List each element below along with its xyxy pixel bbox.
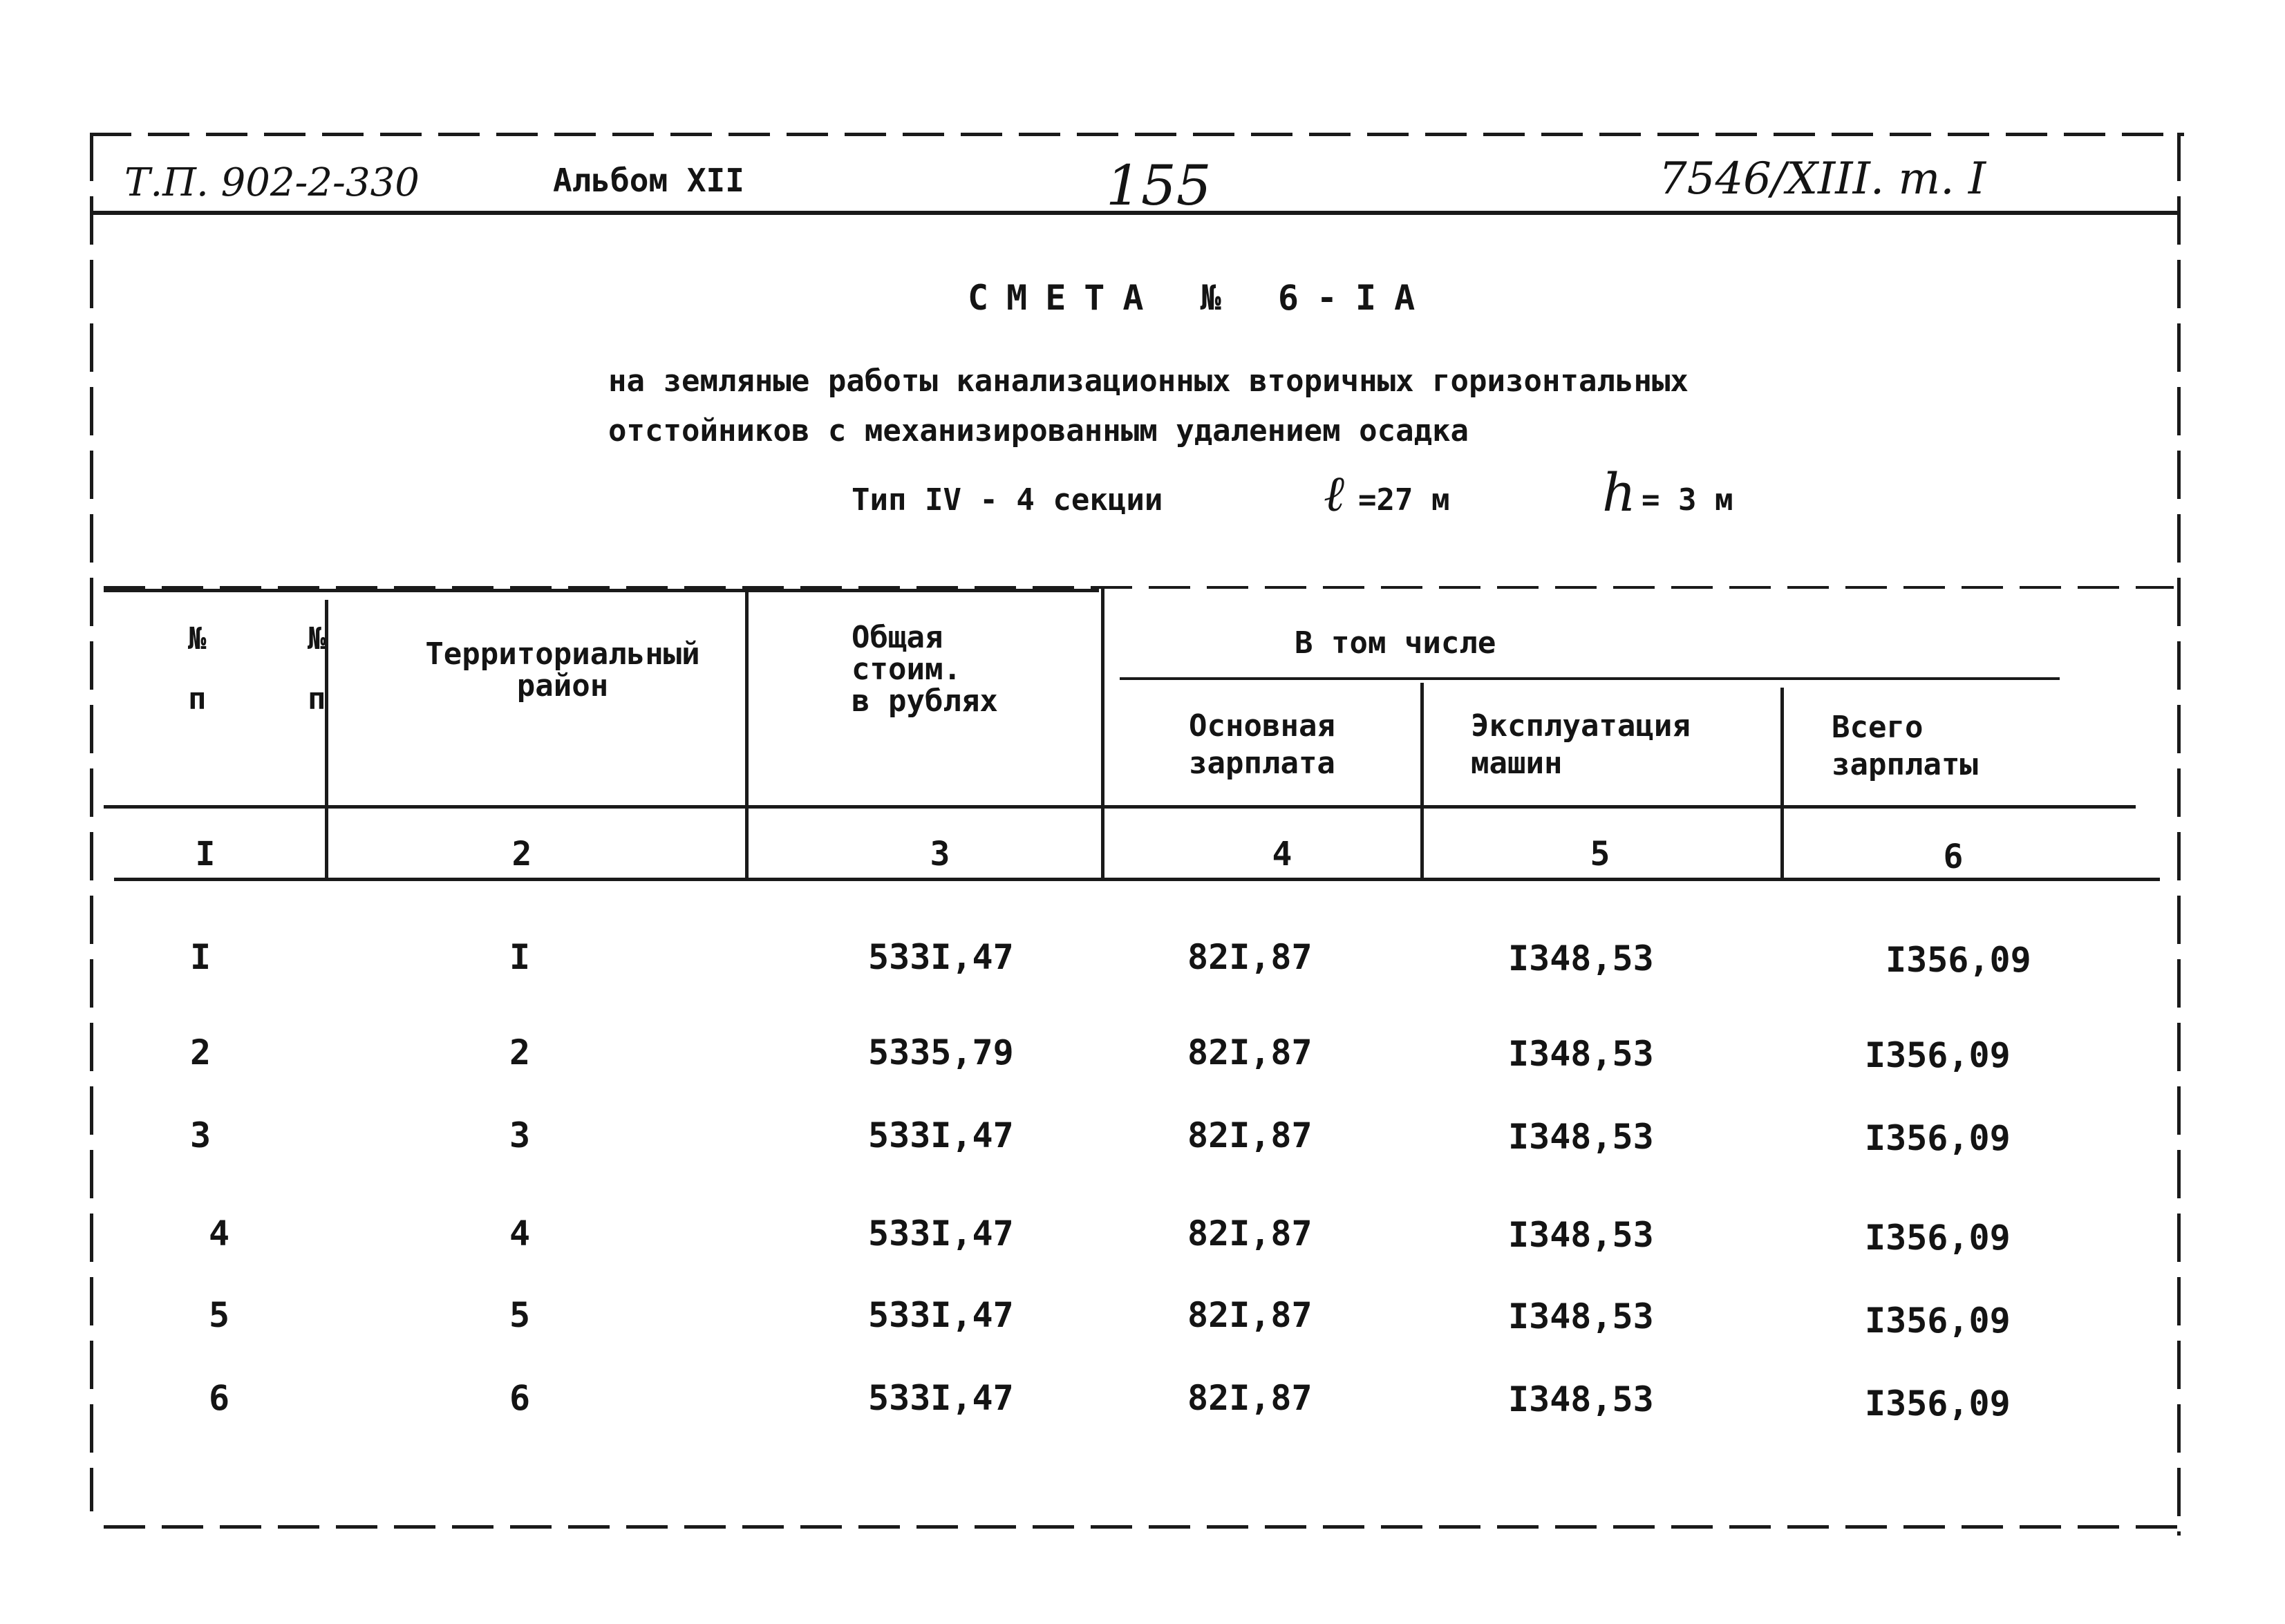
column-number: 4 bbox=[1272, 835, 1292, 874]
frame-top bbox=[90, 133, 2184, 136]
archive-code: 7546/XIII. т. I bbox=[1659, 153, 1986, 205]
including-underline bbox=[1120, 677, 2060, 680]
row-region: I bbox=[509, 937, 531, 977]
row-base-salary: 82I,87 bbox=[1187, 937, 1313, 977]
column-number: I bbox=[195, 835, 216, 874]
column-number: 5 bbox=[1590, 835, 1610, 874]
header-total-line1: Всего bbox=[1832, 710, 1924, 745]
album-label: Альбом XII bbox=[553, 162, 744, 199]
frame-left bbox=[90, 133, 93, 1511]
column-number: 6 bbox=[1943, 838, 1964, 876]
row-total-salary: I356,09 bbox=[1886, 940, 2031, 980]
row-total-cost: 533I,47 bbox=[868, 937, 1014, 977]
row-base-salary: 82I,87 bbox=[1187, 1295, 1313, 1335]
header-total-line2: зарплаты bbox=[1832, 747, 1978, 782]
row-machine-operation: I348,53 bbox=[1508, 1117, 1654, 1157]
length-value: =27 м bbox=[1358, 482, 1450, 518]
header-region bbox=[411, 636, 715, 705]
row-region: 3 bbox=[509, 1115, 531, 1155]
row-total-cost: 533I,47 bbox=[868, 1378, 1014, 1418]
row-total-salary: I356,09 bbox=[1865, 1301, 2011, 1341]
document-title: СМЕТА № 6-IA bbox=[968, 278, 1433, 318]
row-machine-operation: I348,53 bbox=[1508, 1296, 1654, 1337]
col-rule-5 bbox=[1780, 688, 1784, 880]
row-number: 5 bbox=[209, 1295, 230, 1335]
row-region: 5 bbox=[509, 1295, 531, 1335]
header-num-bottom: п п bbox=[188, 681, 368, 717]
col-rule-2 bbox=[745, 587, 749, 880]
row-total-cost: 533I,47 bbox=[868, 1115, 1014, 1155]
header-machines-line1: Эксплуатация bbox=[1471, 708, 1691, 744]
row-number: I bbox=[190, 937, 211, 977]
row-machine-operation: I348,53 bbox=[1508, 1379, 1654, 1419]
project-code: Т.П. 902-2-330 bbox=[124, 160, 420, 205]
header-base-salary bbox=[1189, 708, 1335, 782]
type-label: Тип IV - 4 секции bbox=[852, 482, 1163, 518]
row-number: 3 bbox=[190, 1115, 211, 1155]
col-rule-3 bbox=[1101, 587, 1104, 880]
row-machine-operation: I348,53 bbox=[1508, 938, 1654, 979]
header-cost-line3: в рублях bbox=[852, 683, 998, 719]
row-total-cost: 533I,47 bbox=[868, 1214, 1014, 1254]
column-number: 2 bbox=[511, 835, 532, 874]
row-machine-operation: I348,53 bbox=[1508, 1215, 1654, 1255]
header-region-line2: район bbox=[516, 668, 609, 704]
row-total-cost: 533I,47 bbox=[868, 1295, 1014, 1335]
header-region-line1: Территориальный bbox=[425, 636, 700, 672]
header-cost-line1: Общая bbox=[852, 620, 943, 655]
numbers-bottom-rule bbox=[114, 878, 2160, 881]
row-total-salary: I356,09 bbox=[1865, 1384, 2011, 1424]
row-number: 6 bbox=[209, 1378, 230, 1418]
header-including: В том числе bbox=[1295, 625, 1496, 661]
row-region: 4 bbox=[509, 1214, 531, 1254]
row-region: 6 bbox=[509, 1378, 531, 1418]
row-machine-operation: I348,53 bbox=[1508, 1034, 1654, 1074]
header-cost-line2: стоим. bbox=[852, 652, 961, 687]
subtitle-line-2: отстойников с механизированным удалением осадка bbox=[608, 413, 1469, 449]
page-number: 155 bbox=[1106, 153, 1212, 218]
col-rule-4 bbox=[1420, 683, 1424, 880]
header-salary-line2: зарплата bbox=[1189, 746, 1335, 781]
table-top-rule-solid bbox=[104, 589, 1099, 592]
subtitle-line-1: на земляные работы канализационных вторичных горизонтальных bbox=[608, 363, 1689, 399]
row-total-cost: 5335,79 bbox=[868, 1032, 1014, 1073]
height-value: = 3 м bbox=[1642, 482, 1733, 518]
row-base-salary: 82I,87 bbox=[1187, 1378, 1313, 1418]
row-base-salary: 82I,87 bbox=[1187, 1214, 1313, 1254]
header-bottom-rule bbox=[104, 805, 2136, 809]
header-salary-line1: Основная bbox=[1189, 708, 1335, 744]
header-total-salary bbox=[1832, 709, 1978, 784]
row-number: 2 bbox=[190, 1032, 211, 1073]
header-machine-operation bbox=[1471, 708, 1691, 782]
header-total-cost bbox=[852, 622, 998, 717]
row-total-salary: I356,09 bbox=[1865, 1118, 2011, 1158]
row-base-salary: 82I,87 bbox=[1187, 1032, 1313, 1073]
frame-right bbox=[2177, 133, 2181, 1536]
row-base-salary: 82I,87 bbox=[1187, 1115, 1313, 1155]
column-number: 3 bbox=[930, 835, 950, 874]
header-machines-line2: машин bbox=[1471, 746, 1563, 781]
row-total-salary: I356,09 bbox=[1865, 1218, 2011, 1258]
row-total-salary: I356,09 bbox=[1865, 1035, 2011, 1075]
header-num-top: № № bbox=[188, 621, 368, 657]
length-symbol: ℓ bbox=[1324, 464, 1344, 522]
row-number: 4 bbox=[209, 1214, 230, 1254]
frame-bottom bbox=[104, 1525, 2181, 1529]
height-symbol: h bbox=[1602, 462, 1636, 523]
row-region: 2 bbox=[509, 1032, 531, 1073]
